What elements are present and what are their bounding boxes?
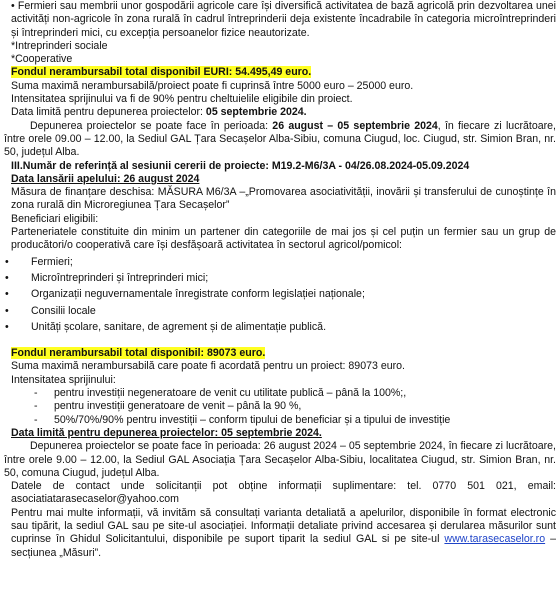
intensity-1: Intensitatea sprijinului va fi de 90% pentru cheltuielile eligibile din proiect. xyxy=(11,93,353,106)
intensity-item xyxy=(4,387,556,400)
dash-icon: - xyxy=(34,400,38,413)
beneficiary-item-label: Fermieri; xyxy=(31,255,73,268)
deadline-1-label: Data limită pentru depunerea proiectelor: xyxy=(11,106,206,119)
intensity-item-label: pentru investiții negeneratoare de venit cu utilitate publică – până la 100%;, xyxy=(54,387,407,400)
beneficiaries-label: Beneficiari eligibili: xyxy=(11,212,99,225)
beneficiary-item xyxy=(4,305,556,318)
website-link[interactable]: www.tarasecaselor.ro xyxy=(444,533,546,546)
bullet-icon: • xyxy=(5,320,9,333)
more-info xyxy=(4,507,556,560)
fund-total-1: Fondul nerambursabil total disponibil EURI: 54.495,49 euro. xyxy=(11,66,312,79)
deadline-1 xyxy=(4,106,556,119)
submission-1 xyxy=(4,120,556,160)
bullet-icon: • xyxy=(5,255,9,268)
beneficiary-item-label: Unități școlare, sanitare, de agrement și de alimentație publică. xyxy=(31,320,327,333)
beneficiary-item-label: Consilii locale xyxy=(31,304,96,317)
submission-1-c: , în fiecare zi lucrătoare, între orele 09.00 – 12.00, la Sediul GAL Țara Secașelor Alba-Sibiu, comuna Ciugud, loc. Ciugud, str. Simion Bran, nr. 50, județul Alba. xyxy=(4,119,556,159)
intensity-item-label: pentru investiții generatoare de venit – până la 90 %, xyxy=(54,400,302,413)
contact: Datele de contact unde solicitanții pot obține informații suplimentare: tel. 0770 501 021, email: asociatiatarasecaselor@yahoo.com xyxy=(11,480,556,506)
deadline-2: Data limită pentru depunerea proiectelor: 05 septembrie 2024. xyxy=(11,426,322,439)
submission-2: Depunerea proiectelor se poate face în perioada: 26 august 2024 – 05 septembrie 2024, în fiecare zi lucrătoare, între orele 9.00 – 12.00, la Sediul GAL Asociația Țara Secașelor Alba-Sibiu, localitatea Ciugud, str. Simion Bran, nr. 50, comuna Ciugud, județul Alba. xyxy=(4,440,556,479)
beneficiary-item xyxy=(4,288,556,301)
intensity-2-label: Intensitatea sprijinului: xyxy=(11,373,116,386)
spacer xyxy=(4,334,556,347)
beneficiary-item-label: Microîntreprinderi și întreprinderi mici; xyxy=(31,271,209,284)
beneficiary-item xyxy=(4,272,556,285)
beneficiary-item-label: Organizații neguvernamentale înregistrate conform legislației naționale; xyxy=(31,288,365,301)
max-amount-1: Suma maximă nerambursabilă/proiect poate fi cuprinsă între 5000 euro – 25000 euro. xyxy=(11,79,414,92)
intensity-item-label: 50%/70%/90% pentru investiții – conform tipului de beneficiar și a tipului de investiție xyxy=(54,413,451,426)
bullet-icon: • xyxy=(5,288,9,301)
measure: Măsura de finanțare deschisa: MĂSURA M6/3A –„Promovarea asociativității, inovării și transferului de cunoștințe în zona rurală din Microregiunea Țara Secașelor” xyxy=(11,186,556,212)
deadline-1-value: 05 septembrie 2024. xyxy=(205,106,307,119)
max-amount-2: Suma maximă nerambursabilă care poate fi acordată pentru un proiect: 89073 euro. xyxy=(11,360,405,373)
submission-1-period: 26 august – 05 septembrie 2024 xyxy=(272,119,438,132)
intro-social: *Intreprinderi sociale xyxy=(11,39,108,52)
beneficiary-item xyxy=(4,321,556,334)
bullet-icon: • xyxy=(5,304,9,317)
intensity-item xyxy=(4,414,556,427)
launch-date: Data lansării apelului: 26 august 2024 xyxy=(11,172,200,185)
dash-icon: - xyxy=(34,387,38,400)
dash-icon: - xyxy=(34,413,38,426)
more-info-a: Pentru mai multe informații, vă invităm să consultați varianta detaliată a apelurilor, disponibile în format electronic sau tipărit, la sediul GAL sau pe site-ul asociației. Informații detaliate privind accesarea și derularea măsurilor sunt cuprinse în Ghidul Solicitantului, disponibile pe suport tiparit la sediul GAL si pe site-ul xyxy=(11,506,556,546)
intro-coop: *Cooperative xyxy=(11,53,73,66)
submission-1-a: Depunerea proiectelor se poate face în perioada: xyxy=(30,119,273,132)
intro-farmers: • Fermieri sau membrii unor gospodării agricole care își diversifică activitatea de bază agricolă prin dezvoltarea unei activități non-agricole în zona rurală în cadrul întreprinderii deja existente încadrabile în categoria microîntreprinderi și întreprinderi mici, cu excepția persoanelor fizice neautorizate. xyxy=(11,0,556,39)
beneficiaries-text: Parteneriatele constituite din minim un partener din categoriile de mai jos și cel puțin un fermier sau un grup de producători/o cooperativă care își desfășoară activitatea în sectorul agricol/pomicol: xyxy=(11,226,556,252)
fund-total-2: Fondul nerambursabil total disponibil: 89073 euro. xyxy=(11,347,266,360)
bullet-icon: • xyxy=(5,271,9,284)
beneficiary-item xyxy=(4,256,556,269)
more-info-b: – secțiunea „Măsuri”. xyxy=(11,533,556,559)
session-ref: III.Număr de referință al sesiunii cererii de proiecte: M19.2-M6/3A - 04/26.08.2024-05.09.2024 xyxy=(11,159,470,172)
intensity-item xyxy=(4,400,556,413)
